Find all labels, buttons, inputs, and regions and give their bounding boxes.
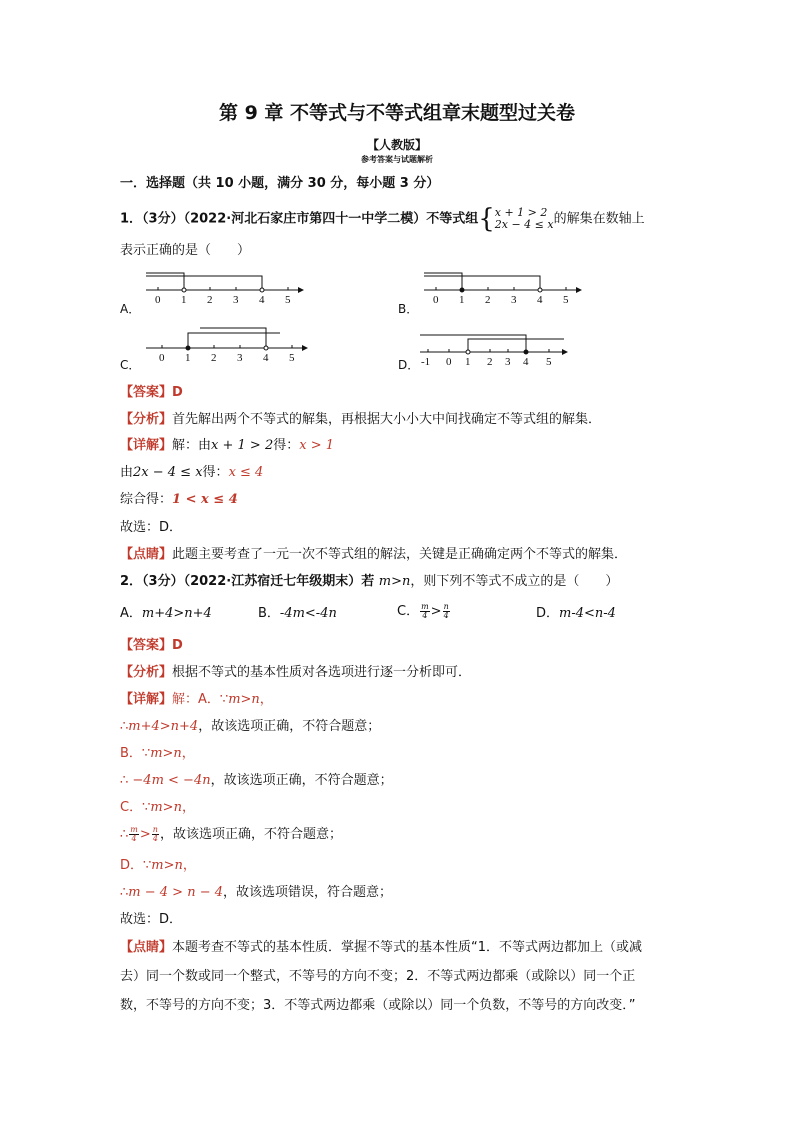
tick-label: 3 (511, 294, 517, 306)
answer-value: D (172, 385, 183, 400)
math-expr: m>n (378, 574, 411, 589)
detail-tag: 【详解】 (120, 692, 173, 707)
math-result: x ≤ 4 (228, 465, 264, 480)
q1-option-d-numberline (416, 330, 576, 370)
q2-detail-4 (120, 772, 393, 790)
q1-option-a-numberline (140, 268, 310, 310)
ray-right (424, 276, 540, 287)
tick-label: 2 (207, 294, 213, 306)
numerator: n (443, 602, 449, 611)
detail-text: 由 (120, 465, 134, 480)
detail-text: ，故该选项正确，不符合题意； (210, 773, 393, 788)
q2-comment-3: 数，不等号的方向不变；3．不等式两边都乘（或除以）同一个负数，不等号的方向改变．” (120, 998, 636, 1013)
tick-label: 4 (259, 294, 265, 306)
answer-tag: 【答案】 (120, 385, 173, 400)
detail-text: ， (182, 858, 196, 873)
q2-detail-3 (120, 745, 195, 763)
option-label: A． (120, 606, 142, 621)
comment-tag: 【点睛】 (120, 940, 173, 955)
tick-label: 5 (546, 356, 552, 368)
q2-detail-1 (120, 691, 273, 709)
math-expr: m>n (150, 746, 182, 761)
q1-stem-line2: 表示正确的是（ ） (120, 243, 251, 258)
q1-stem-suffix: 的解集在数轴上 (553, 211, 645, 227)
tick-label: 4 (523, 356, 529, 368)
detail-text: ∴ (120, 773, 133, 788)
closed-point (524, 350, 528, 354)
tick-label: 5 (289, 352, 295, 364)
math-expr: m>n (151, 858, 183, 873)
q2-choose: 故选：D． (120, 912, 183, 927)
tick-label: 4 (263, 352, 269, 364)
q2-option-d (536, 605, 616, 623)
q2-stem-prefix: 2．（3分）（2022·江苏宿迁七年级期末）若 (120, 574, 379, 589)
tick-label: 5 (563, 294, 569, 306)
analysis-tag: 【分析】 (120, 412, 173, 427)
detail-text: ， (181, 800, 195, 815)
system-brace: { (478, 204, 495, 234)
q2-detail-7 (120, 857, 196, 875)
comment-text: 本题考查不等式的基本性质．掌握不等式的基本性质“1．不等式两边都加上（或减 (172, 940, 643, 955)
math-expr: m>n (150, 800, 182, 815)
math-expr: x + 1 > 2 (211, 438, 274, 453)
q1-option-b-label: B． (398, 302, 419, 316)
ray-left (420, 335, 526, 349)
tick-label: 2 (211, 352, 217, 364)
detail-text: 综合得： (120, 492, 173, 507)
q1-system (495, 207, 554, 231)
q1-system-line1: x + 1 > 2 (494, 206, 548, 219)
math-expr: m>n (228, 692, 260, 707)
numerator: m (130, 825, 138, 834)
q2-stem-suffix: ，则下列不等式不成立的是（ ） (410, 574, 619, 589)
denominator: 4 (422, 611, 428, 620)
edition-label: 【人教版】 (366, 138, 427, 152)
detail-text: ， (181, 746, 195, 761)
analysis-text: 根据不等式的基本性质对各选项进行逐一分析即可． (172, 665, 472, 680)
tick-label: 1 (459, 294, 465, 306)
q1-detail-1 (120, 437, 334, 455)
numerator: m (421, 602, 429, 611)
q2-detail-5 (120, 799, 195, 817)
ray-left (200, 328, 266, 345)
q2-detail-2 (120, 718, 380, 736)
q1-choose: 故选：D． (120, 520, 183, 535)
detail-text: C．∵ (120, 800, 151, 815)
q1-option-c-numberline (140, 322, 315, 366)
comment-tag: 【点睛】 (120, 547, 173, 562)
axis-arrow (562, 349, 568, 355)
q1-stem (120, 206, 645, 232)
detail-text: ， (259, 692, 273, 707)
ray-right (468, 339, 564, 349)
axis-arrow (576, 287, 582, 293)
closed-point (460, 288, 464, 292)
tick-label: 0 (155, 294, 161, 306)
q2-stem (120, 573, 618, 591)
q2-analysis (120, 664, 471, 682)
detail-text: ∴ (120, 719, 129, 734)
tick-label: 0 (433, 294, 439, 306)
option-label: D． (536, 606, 560, 621)
math-expr: m+4>n+4 (128, 719, 199, 734)
detail-text: ∴ (120, 827, 129, 842)
open-point (260, 288, 264, 292)
section-heading: 一．选择题（共 10 小题，满分 30 分，每小题 3 分） (120, 176, 440, 191)
tick-label: -1 (421, 356, 431, 368)
fraction (420, 603, 430, 620)
tick-label: 4 (537, 294, 543, 306)
axis-arrow (298, 287, 304, 293)
option-expr: -4m<-4n (279, 606, 337, 621)
answer-tag: 【答案】 (120, 638, 173, 653)
open-point (264, 346, 268, 350)
q1-answer (120, 384, 183, 402)
detail-text: ，故该选项错误，符合题意； (223, 885, 393, 900)
q1-analysis (120, 411, 601, 429)
q1-comment (120, 546, 627, 564)
math-expr: −4m < −4n (132, 773, 211, 788)
fraction (129, 826, 139, 843)
open-point (466, 350, 470, 354)
tick-label: 2 (485, 294, 491, 306)
detail-text: ，故该选项正确，不符合题意； (198, 719, 381, 734)
q1-detail-3 (120, 491, 238, 509)
tick-label: 0 (159, 352, 165, 364)
tick-label: 1 (181, 294, 187, 306)
denominator: 4 (443, 611, 449, 620)
q1-system-line2: 2x − 4 ≤ x (494, 218, 554, 231)
math-expr: 2x − 4 ≤ x (133, 465, 203, 480)
q1-option-d-label: D． (398, 358, 420, 372)
subtitle: 参考答案与试题解析 (361, 155, 433, 164)
q1-detail-2 (120, 464, 263, 482)
numerator: n (152, 825, 158, 834)
option-expr: m-4<n-4 (559, 606, 616, 621)
denominator: 4 (152, 834, 158, 843)
math-expr: m − 4 > n − 4 (128, 885, 223, 900)
detail-text: ∴ (120, 885, 129, 900)
tick-label: 5 (285, 294, 291, 306)
q2-comment-1 (120, 939, 642, 957)
open-point (182, 288, 186, 292)
detail-tag: 【详解】 (120, 438, 173, 453)
tick-label: 2 (487, 356, 493, 368)
q2-detail-6 (120, 826, 342, 844)
operator: > (139, 827, 151, 842)
detail-text: 解：A．∵ (172, 692, 229, 707)
comment-text: 此题主要考查了一元一次不等式组的解法，关键是正确确定两个不等式的解集． (172, 547, 628, 562)
q2-comment-2: 去）同一个数或同一个整式，不等号的方向不变；2．不等式两边都乘（或除以）同一个正 (120, 969, 636, 984)
math-result: 1 < x ≤ 4 (172, 492, 238, 507)
ray-left (424, 273, 462, 287)
q2-answer (120, 637, 183, 655)
q2-option-b (258, 605, 337, 623)
closed-point (186, 346, 190, 350)
denominator: 4 (131, 834, 137, 843)
q2-detail-8 (120, 884, 392, 902)
q1-option-c-label: C． (120, 358, 141, 372)
fraction (152, 826, 159, 843)
axis-arrow (302, 345, 308, 351)
fraction (443, 603, 450, 620)
math-result: x > 1 (299, 438, 335, 453)
q2-option-a (120, 605, 212, 623)
tick-label: 3 (233, 294, 239, 306)
detail-text: B．∵ (120, 746, 151, 761)
analysis-text: 首先解出两个不等式的解集，再根据大小小大中间找确定不等式组的解集． (172, 412, 602, 427)
option-label: C． (397, 604, 420, 619)
open-point (538, 288, 542, 292)
page-title: 第 9 章 不等式与不等式组章末题型过关卷 (218, 102, 576, 124)
tick-label: 3 (505, 356, 511, 368)
ray-right (146, 276, 262, 287)
q2-option-c (397, 603, 451, 621)
q1-option-b-numberline (418, 268, 588, 310)
option-expr: m+4>n+4 (141, 606, 212, 621)
tick-label: 1 (465, 356, 471, 368)
tick-label: 3 (237, 352, 243, 364)
option-label: B． (258, 606, 280, 621)
detail-text: D．∵ (120, 858, 152, 873)
tick-label: 1 (185, 352, 191, 364)
q1-option-a-label: A． (120, 302, 141, 316)
tick-label: 0 (446, 356, 452, 368)
analysis-tag: 【分析】 (120, 665, 173, 680)
operator: > (430, 604, 442, 619)
detail-text: 得： (273, 438, 300, 453)
detail-text: 解：由 (172, 438, 212, 453)
detail-text: ，故该选项正确，不符合题意； (159, 827, 342, 842)
detail-text: 得： (202, 465, 229, 480)
q1-stem-prefix: 1．（3分）（2022·河北石家庄市第四十一中学二模）不等式组 (120, 211, 479, 227)
ray-left (146, 273, 184, 287)
answer-value: D (172, 638, 183, 653)
